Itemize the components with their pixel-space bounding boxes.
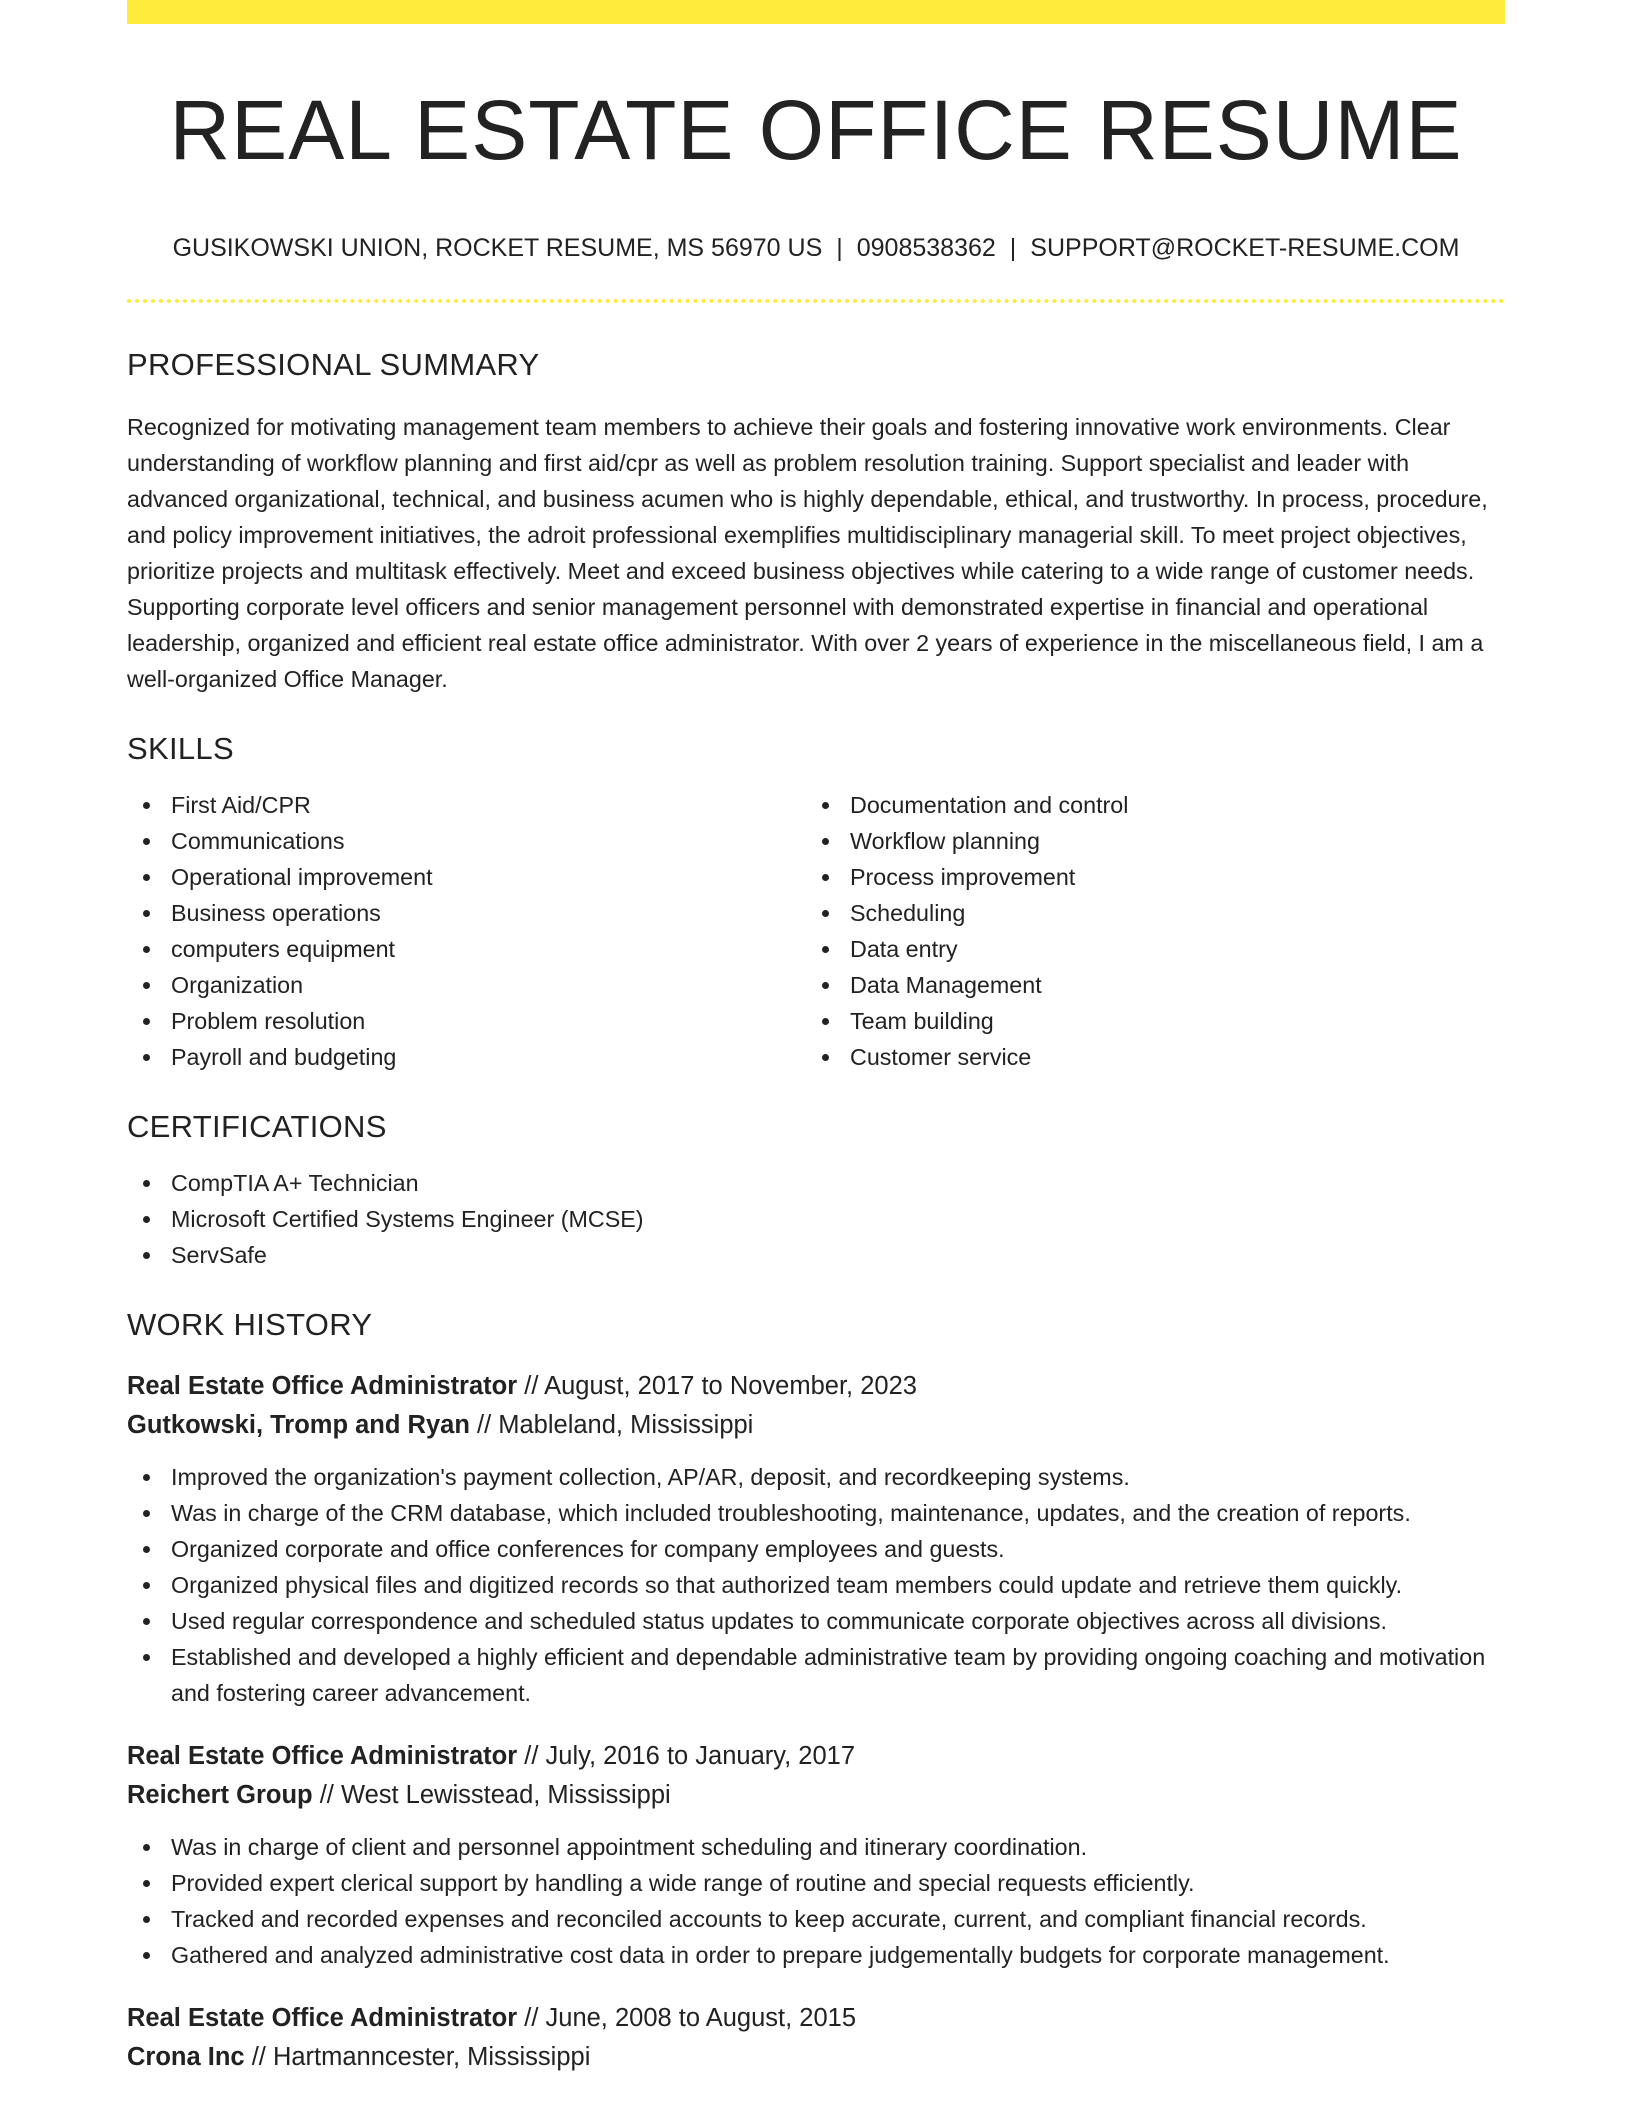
contact-separator: |	[1009, 234, 1017, 263]
job-entry	[127, 1367, 1505, 1711]
contact-phone: 0908538362	[856, 234, 996, 263]
job-bullet: Provided expert clerical support by handling a wide range of routine and special requests efficiently.	[127, 1865, 1505, 1901]
accent-top-bar	[127, 0, 1505, 24]
skill-item: Documentation and control	[806, 787, 1485, 823]
summary-text: Recognized for motivating management team members to achieve their goals and fostering innovative work environments. Clear understanding of workflow planning and first aid/cpr as well as problem resolution training. Support specialist and leader with advanced organizational, technical, and business acumen who is highly dependable, ethical, and trustworthy. In process, procedure, and policy improvement initiatives, the adroit professional exemplifies multidisciplinary managerial skill. To meet project objectives, prioritize projects and multitask effectively. Meet and exceed business objectives while catering to a wide range of customer needs. Supporting corporate level officers and senior management personnel with demonstrated expertise in financial and operational leadership, organized and efficient real estate office administrator. With over 2 years of experience in the miscellaneous field, I am a well-organized Office Manager.	[127, 414, 1488, 693]
job-location: // Mableland, Mississippi	[469, 1411, 754, 1440]
skill-item: Workflow planning	[806, 823, 1485, 859]
skill-item: Operational improvement	[127, 859, 806, 895]
summary-section	[127, 347, 1505, 697]
certification-item: Microsoft Certified Systems Engineer (MCSE)	[127, 1201, 1505, 1237]
certification-item: ServSafe	[127, 1237, 1505, 1273]
job-bullet: Established and developed a highly efficient and dependable administrative team by providing ongoing coaching and motivation and fostering career advancement.	[127, 1639, 1505, 1711]
job-bullets	[127, 1829, 1505, 1973]
certifications-heading: CERTIFICATIONS	[127, 1109, 387, 1145]
contact-line	[127, 234, 1505, 263]
skill-item: computers equipment	[127, 931, 806, 967]
job-company: Crona Inc	[127, 2043, 245, 2072]
contact-email: SUPPORT@ROCKET-RESUME.COM	[1030, 234, 1460, 263]
job-dates: // August, 2017 to November, 2023	[517, 1372, 917, 1401]
skill-item: Scheduling	[806, 895, 1485, 931]
job-company-line	[127, 1406, 1505, 1445]
job-dates: // July, 2016 to January, 2017	[517, 1742, 856, 1771]
job-bullet: Organized physical files and digitized records so that authorized team members could update and retrieve them quickly.	[127, 1567, 1505, 1603]
skills-list-right	[806, 787, 1485, 1075]
skill-item: Payroll and budgeting	[127, 1039, 806, 1075]
work-history-heading: WORK HISTORY	[127, 1307, 373, 1343]
job-title-line	[127, 1367, 1505, 1406]
job-company: Gutkowski, Tromp and Ryan	[127, 1411, 470, 1440]
dotted-divider	[127, 299, 1505, 303]
skill-item: Customer service	[806, 1039, 1485, 1075]
skills-list-left	[127, 787, 806, 1075]
skill-item: Team building	[806, 1003, 1485, 1039]
job-title-line	[127, 1737, 1505, 1776]
job-bullet: Was in charge of the CRM database, which included troubleshooting, maintenance, updates, and the creation of reports.	[127, 1495, 1505, 1531]
job-entry	[127, 1737, 1505, 1973]
contact-address: GUSIKOWSKI UNION, ROCKET RESUME, MS 56970 US	[172, 234, 823, 263]
skill-item: First Aid/CPR	[127, 787, 806, 823]
job-title: Real Estate Office Administrator	[127, 1742, 518, 1771]
skills-heading: SKILLS	[127, 731, 234, 767]
job-bullet: Gathered and analyzed administrative cost data in order to prepare judgementally budgets for corporate management.	[127, 1937, 1505, 1973]
job-bullet: Improved the organization's payment collection, AP/AR, deposit, and recordkeeping systems.	[127, 1459, 1505, 1495]
job-bullet: Was in charge of client and personnel appointment scheduling and itinerary coordination.	[127, 1829, 1505, 1865]
skill-item: Data entry	[806, 931, 1485, 967]
job-location: // Hartmanncester, Mississippi	[244, 2043, 591, 2072]
summary-heading: PROFESSIONAL SUMMARY	[127, 347, 540, 383]
job-bullets	[127, 1459, 1505, 1711]
jobs-list	[127, 1367, 1505, 2077]
skills-grid	[127, 787, 1505, 1075]
certifications-section	[127, 1109, 1505, 1273]
job-company: Reichert Group	[127, 1781, 313, 1810]
certifications-list	[127, 1165, 1505, 1273]
job-title: Real Estate Office Administrator	[127, 1372, 518, 1401]
job-bullet: Tracked and recorded expenses and reconciled accounts to keep accurate, current, and compliant financial records.	[127, 1901, 1505, 1937]
job-title-line	[127, 1999, 1505, 2038]
job-bullet: Organized corporate and office conferences for company employees and guests.	[127, 1531, 1505, 1567]
contact-separator: |	[836, 234, 843, 263]
job-company-line	[127, 2038, 1505, 2077]
resume-page	[127, 0, 1505, 2077]
resume-title: REAL ESTATE OFFICE RESUME	[169, 83, 1463, 177]
job-entry	[127, 1999, 1505, 2077]
skill-item: Organization	[127, 967, 806, 1003]
job-dates: // June, 2008 to August, 2015	[517, 2004, 857, 2033]
skill-item: Communications	[127, 823, 806, 859]
job-bullet: Used regular correspondence and scheduled status updates to communicate corporate objectives across all divisions.	[127, 1603, 1505, 1639]
job-company-line	[127, 1776, 1505, 1815]
skill-item: Problem resolution	[127, 1003, 806, 1039]
skill-item: Data Management	[806, 967, 1485, 1003]
job-location: // West Lewisstead, Mississippi	[312, 1781, 671, 1810]
job-title: Real Estate Office Administrator	[127, 2004, 518, 2033]
skill-item: Business operations	[127, 895, 806, 931]
certification-item: CompTIA A+ Technician	[127, 1165, 1505, 1201]
skills-section	[127, 731, 1505, 1075]
skill-item: Process improvement	[806, 859, 1485, 895]
work-history-section	[127, 1307, 1505, 2077]
